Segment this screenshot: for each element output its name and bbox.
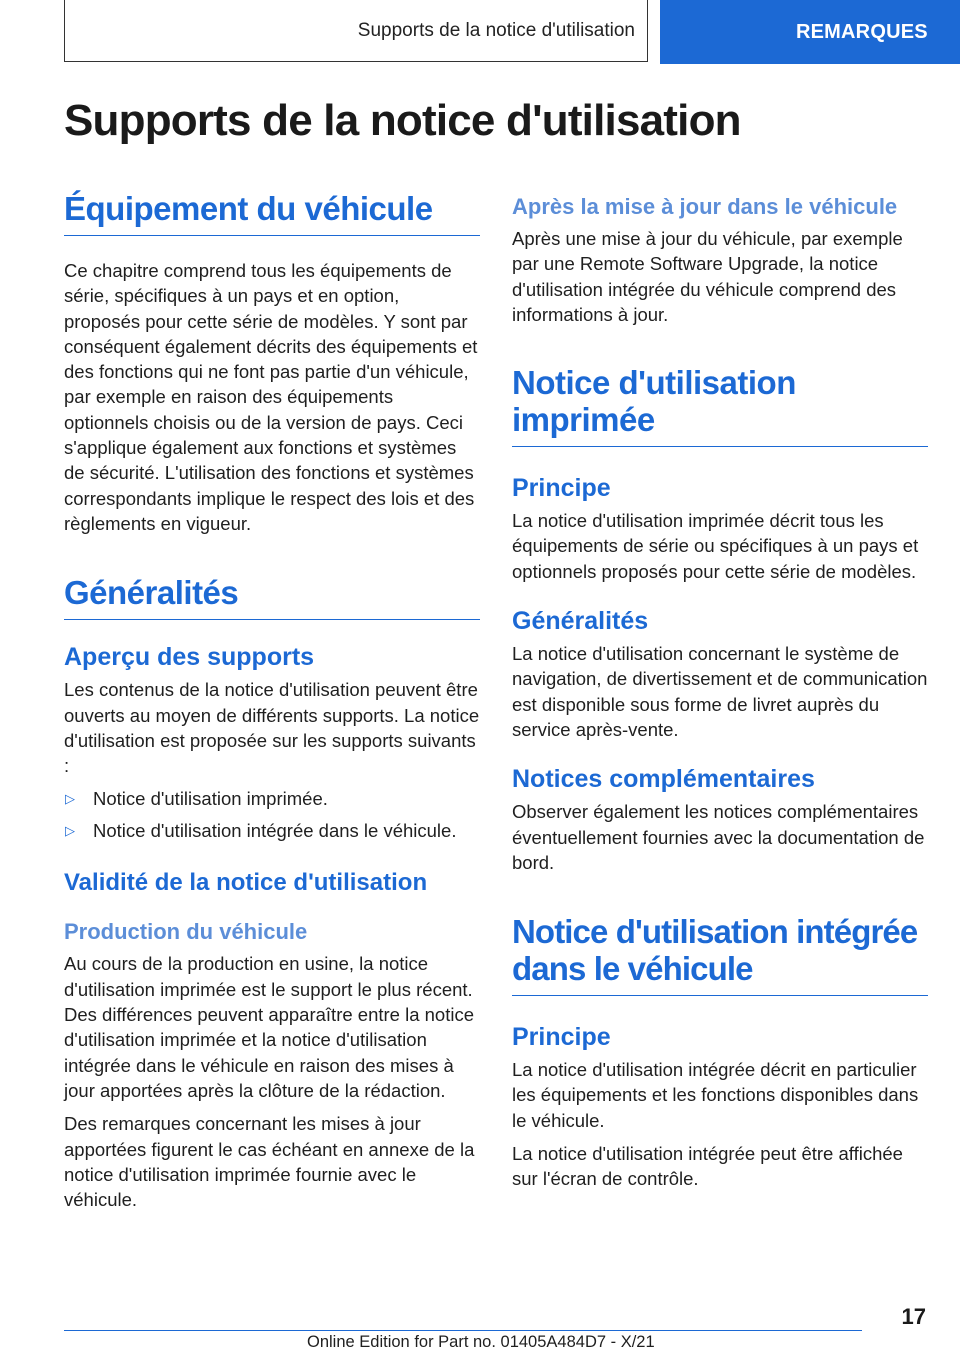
heading-equipement: Équipement du véhicule xyxy=(64,190,480,236)
heading-apercu-supports: Aperçu des supports xyxy=(64,643,315,672)
list-item-label: Notice d'utilisation intégrée dans le véhicule. xyxy=(93,820,457,842)
heading-apres-mise-a-jour: Après la mise à jour dans le véhicule xyxy=(512,194,898,219)
footer-divider xyxy=(64,1330,862,1331)
header-section-title: Supports de la notice d'utilisation xyxy=(64,0,648,62)
right-column xyxy=(512,193,928,1192)
production-paragraph: Au cours de la production en usine, la notice d'utilisation imprimée est le support le plus récent. Des différences peuvent apparaître entre la notice d'utilisation imprimée et la notice d'utilisation intégrée dans le véhicule en raison des mises à jour apportées après la clôture de la rédaction. xyxy=(64,953,474,1101)
page-header xyxy=(0,0,960,66)
supports-list xyxy=(64,786,480,843)
heading-principe-integree: Principe xyxy=(512,1023,611,1052)
remarques-paragraph: Des remarques concernant les mises à jour apportées figurent le cas échéant en annexe de la notice d'utilisation imprimée fournie avec le véhicule. xyxy=(64,1113,475,1211)
apres-paragraph: Après une mise à jour du véhicule, par exemple par une Remote Software Upgrade, la notice d'utilisation intégrée du véhicule comprend des informations à jour. xyxy=(512,228,903,325)
heading-production-vehicule: Production du véhicule xyxy=(64,919,308,945)
footer-edition: Online Edition for Part no. 01405A484D7 - X/21 xyxy=(307,1333,655,1351)
heading-generalites: Généralités xyxy=(64,574,480,620)
heading-validite: Validité de la notice d'utilisation xyxy=(64,869,428,897)
heading-line: Notice d'utilisation xyxy=(512,364,796,402)
heading-generalites-right: Généralités xyxy=(512,607,649,636)
list-item-label: Notice d'utilisation imprimée. xyxy=(93,788,328,810)
page-title: Supports de la notice d'utilisation xyxy=(64,96,741,145)
equipement-paragraph: Ce chapitre comprend tous les équipements de série, spécifiques à un pays et en option, proposés pour cette série de modèles. Y sont par conséquent également décrits des équipements et des fonctions qui ne font pas partie d'un véhicule, par exemple en raison des équipements optionnels choisis ou de la version de pays. Ceci s'applique également aux fonctions et systèmes de sécurité. L'utilisation des fonctions et systèmes correspondants implique le respect des lois et des règlements en vigueur. xyxy=(64,260,478,534)
complementaires-paragraph: Observer également les notices complémentaires éventuellement fournies avec la documentation de bord. xyxy=(512,801,925,873)
principe-integree-paragraph: La notice d'utilisation intégrée décrit en particulier les équipements et les fonctions disponibles dans le véhicule. xyxy=(512,1059,919,1131)
generalites-paragraph: La notice d'utilisation concernant le système de navigation, de divertissement et de communication est disponible sous forme de livret auprès du service après-vente. xyxy=(512,643,928,740)
left-column xyxy=(64,190,480,1212)
page-number: 17 xyxy=(901,1304,926,1329)
heading-notices-complementaires: Notices complémentaires xyxy=(512,765,815,794)
triangle-bullet-icon: ▷ xyxy=(65,823,75,839)
list-item xyxy=(64,818,480,843)
header-tab-remarques: REMARQUES xyxy=(660,0,960,64)
list-item xyxy=(64,786,480,811)
heading-notice-integree xyxy=(512,913,928,996)
heading-principe: Principe xyxy=(512,474,611,503)
affichee-paragraph: La notice d'utilisation intégrée peut être affichée sur l'écran de contrôle. xyxy=(512,1143,903,1190)
principe-paragraph: La notice d'utilisation imprimée décrit tous les équipements de série ou spécifiques à un pays et optionnels proposés pour cette série de modèles. xyxy=(512,510,919,582)
heading-line: Notice d'utilisation intégrée xyxy=(512,913,918,951)
heading-line: dans le véhicule xyxy=(512,950,753,988)
triangle-bullet-icon: ▷ xyxy=(65,791,75,807)
heading-line: imprimée xyxy=(512,401,655,439)
heading-notice-imprimee xyxy=(512,364,928,447)
apercu-paragraph: Les contenus de la notice d'utilisation peuvent être ouverts au moyen de différents supports. La notice d'utilisation est proposée sur les supports suivants : xyxy=(64,679,480,777)
